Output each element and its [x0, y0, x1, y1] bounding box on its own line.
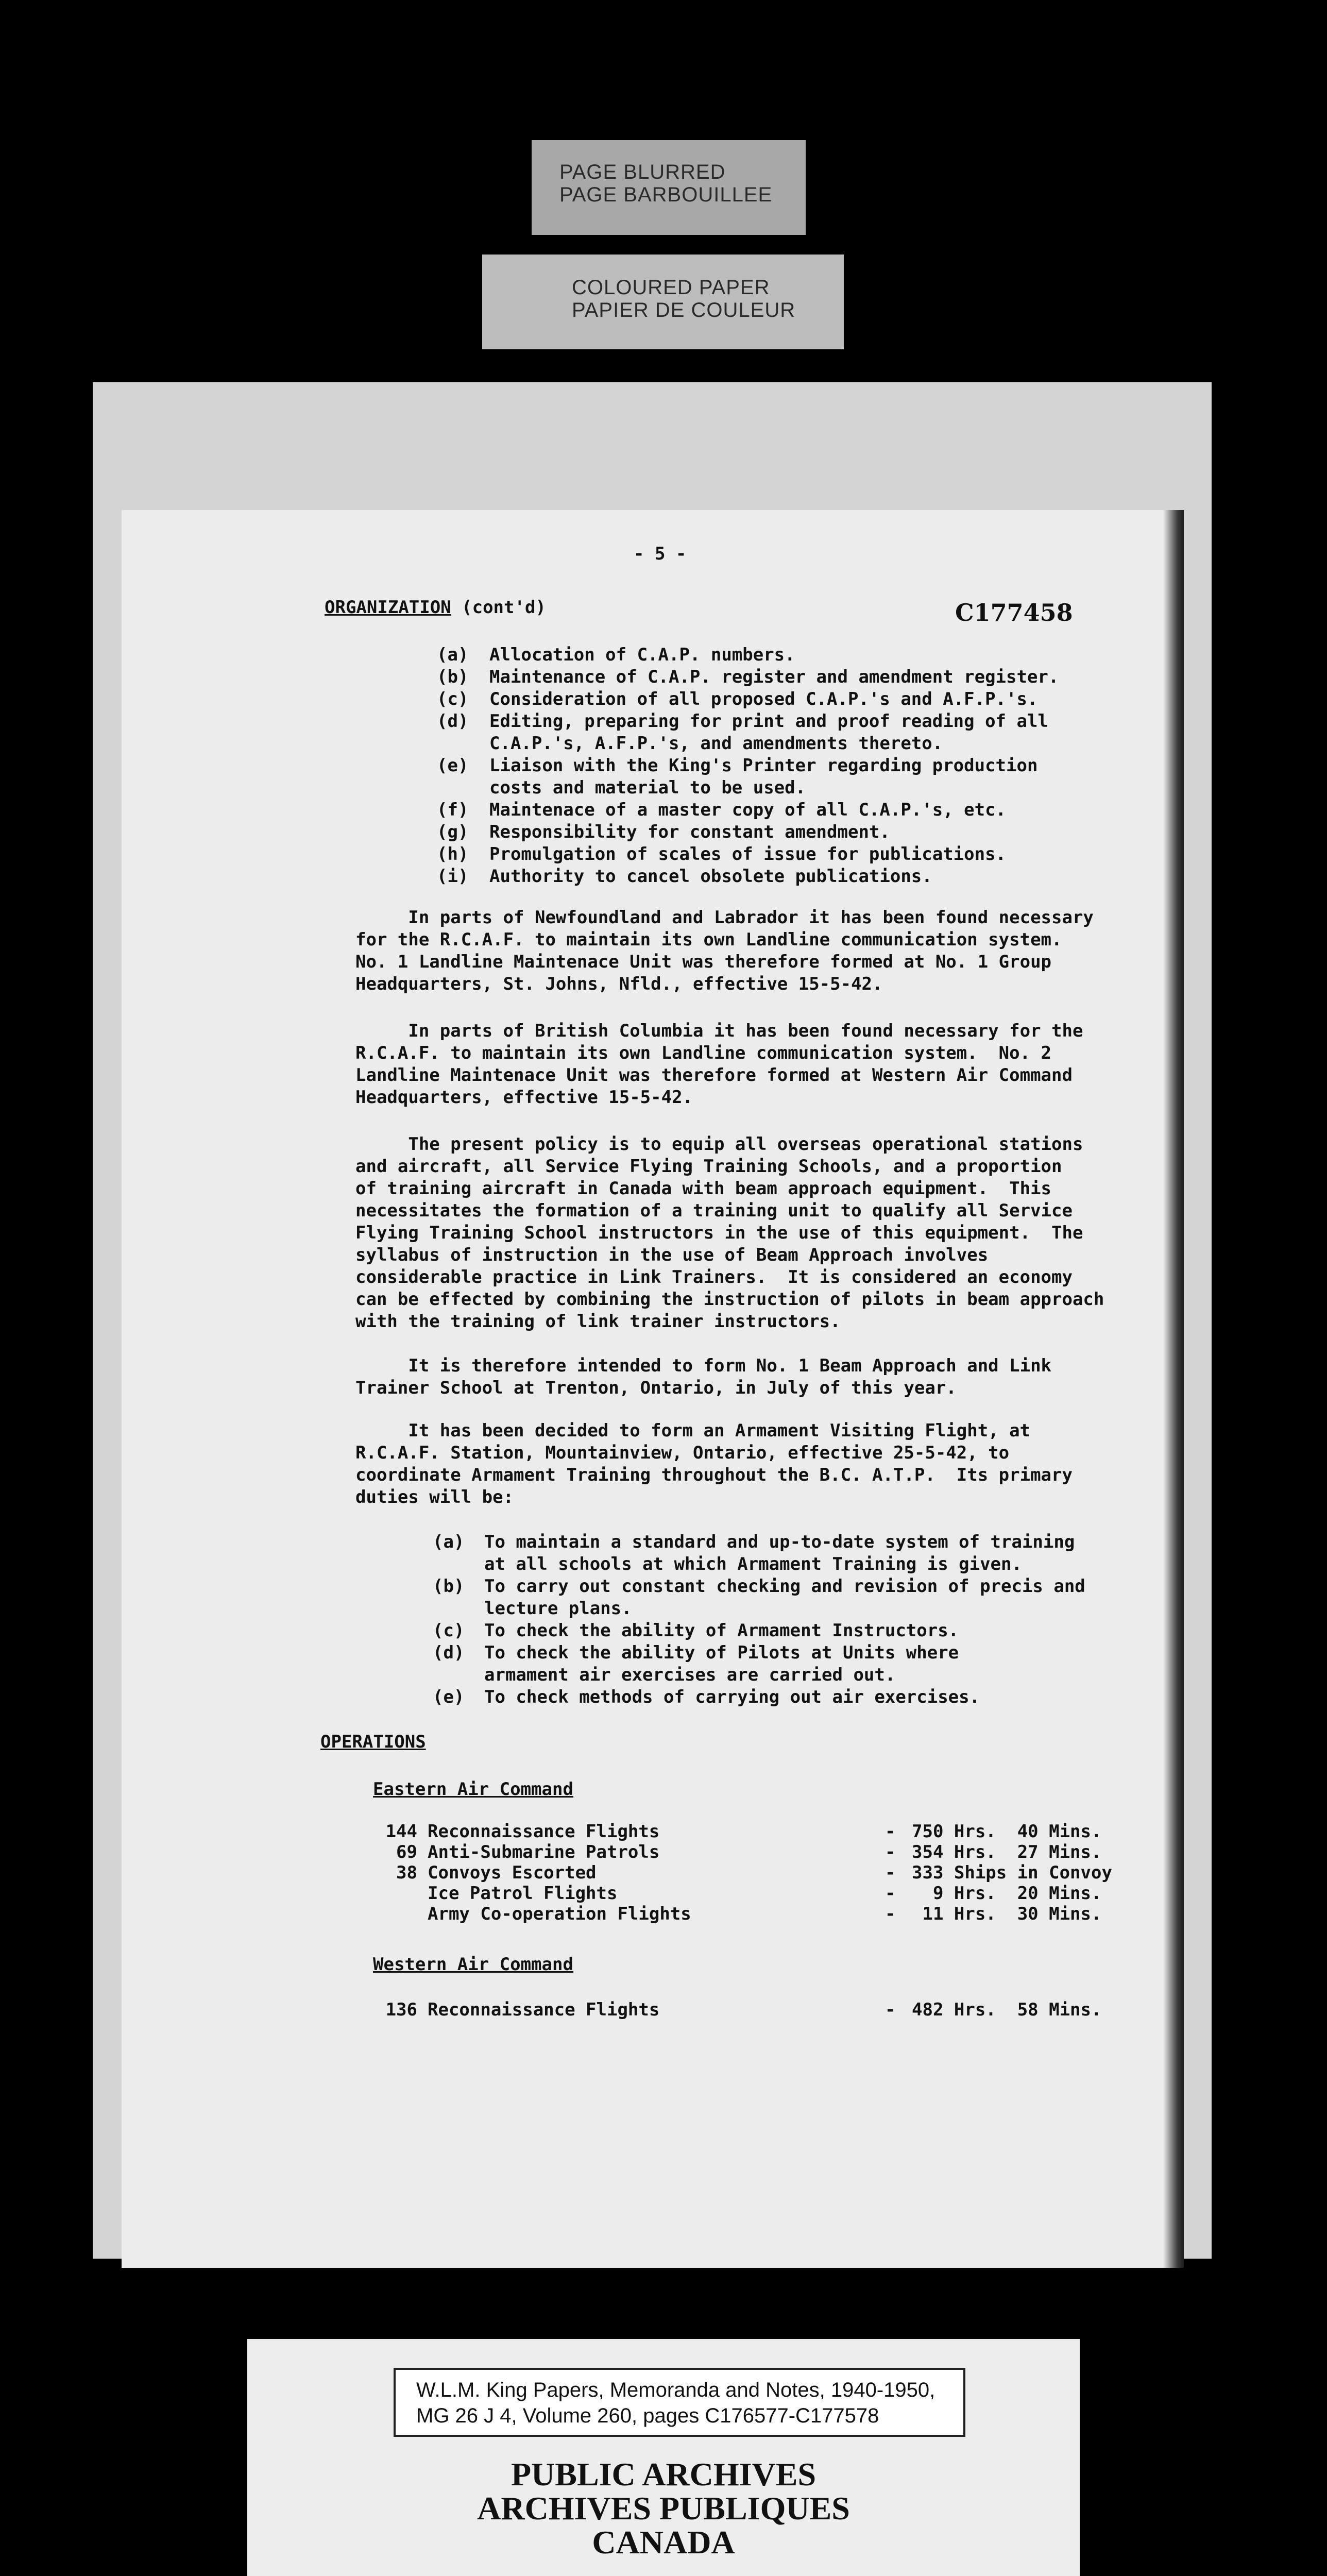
eastern-desc: Ice Patrol Flights	[428, 1883, 618, 1904]
western-count: 136	[385, 1999, 417, 2020]
eastern-desc: Army Co-operation Flights	[428, 1904, 691, 1924]
paragraph-line: duties will be:	[355, 1487, 514, 1507]
duty-text: Authority to cancel obsolete publications.	[489, 866, 932, 887]
duty-mark: (f)	[437, 800, 469, 820]
arm-duty-text: To check the ability of Pilots at Units where	[484, 1642, 959, 1663]
arm-duty-text: To maintain a standard and up-to-date system of training	[484, 1532, 1075, 1552]
duty-text: C.A.P.'s, A.F.P.'s, and amendments thereto.	[489, 733, 943, 754]
coloured-paper-label	[482, 255, 844, 349]
duty-mark: (a)	[437, 645, 469, 665]
eastern-desc: Anti-Submarine Patrols	[428, 1842, 660, 1862]
page-edge-shadow	[1163, 510, 1184, 2268]
eastern-title: Eastern Air Command	[373, 1779, 573, 1800]
arm-duty-text: lecture plans.	[484, 1598, 632, 1619]
eastern-value: 11 Hrs. 30 Mins.	[912, 1904, 1102, 1924]
archives-en: PUBLIC ARCHIVES	[511, 2456, 816, 2493]
arm-duty-text: To check methods of carrying out air exercises.	[484, 1687, 980, 1707]
paragraph-line: considerable practice in Link Trainers. It is considered an economy	[355, 1267, 1073, 1287]
paragraph-line: necessitates the formation of a training unit to qualify all Service	[355, 1200, 1073, 1221]
paragraph-line: R.C.A.F. Station, Mountainview, Ontario, effective 25-5-42, to	[355, 1443, 1010, 1463]
paragraph-line: Flying Training School instructors in the use of this equipment. The	[355, 1223, 1083, 1243]
arm-duty-text: at all schools at which Armament Training is given.	[484, 1554, 1022, 1574]
eastern-dash: -	[885, 1842, 896, 1862]
eastern-value: 354 Hrs. 27 Mins.	[912, 1842, 1102, 1862]
paragraph-line: for the R.C.A.F. to maintain its own Landline communication system.	[355, 929, 1062, 950]
eastern-desc: Reconnaissance Flights	[428, 1821, 660, 1842]
page-blurred-label	[532, 140, 806, 235]
eastern-count: 38	[396, 1862, 417, 1883]
paragraph-line: Trainer School at Trenton, Ontario, in July of this year.	[355, 1378, 957, 1398]
western-title: Western Air Command	[373, 1954, 573, 1975]
duty-text: costs and material to be used.	[489, 777, 806, 798]
paragraph-line: The present policy is to equip all overseas operational stations	[355, 1134, 1083, 1155]
paragraph-line: It has been decided to form an Armament Visiting Flight, at	[355, 1420, 1031, 1441]
eastern-desc: Convoys Escorted	[428, 1862, 597, 1883]
section-title: ORGANIZATION	[325, 597, 451, 618]
coloured-label-fr: PAPIER DE COULEUR	[572, 299, 796, 321]
archive-ref-line1: W.L.M. King Papers, Memoranda and Notes, 1940-1950,	[416, 2379, 935, 2401]
paragraph-line: and aircraft, all Service Flying Training Schools, and a proportion	[355, 1156, 1062, 1177]
paragraph-line: Headquarters, St. Johns, Nfld., effective 15-5-42.	[355, 974, 883, 994]
archive-reference	[394, 2368, 965, 2437]
eastern-count: 144	[385, 1821, 417, 1842]
duty-text: Promulgation of scales of issue for publications.	[489, 844, 1007, 865]
document-id: C177458	[955, 599, 1073, 626]
paragraph-line: syllabus of instruction in the use of Beam Approach involves	[355, 1245, 989, 1265]
paragraph-line: It is therefore intended to form No. 1 Beam Approach and Link	[355, 1355, 1052, 1376]
duty-text: Maintenace of a master copy of all C.A.P.'s, etc.	[489, 800, 1007, 820]
section-heading	[325, 597, 546, 618]
duty-mark: (b)	[437, 667, 469, 687]
page-number: - 5 -	[634, 544, 687, 564]
section-cont: (cont'd)	[462, 597, 546, 618]
paragraph-line: Landline Maintenace Unit was therefore formed at Western Air Command	[355, 1065, 1073, 1086]
arm-duty-mark: (c)	[433, 1620, 465, 1641]
eastern-dash: -	[885, 1904, 896, 1924]
eastern-value: 9 Hrs. 20 Mins.	[912, 1883, 1102, 1904]
operations-title: OPERATIONS	[320, 1732, 426, 1752]
arm-duty-text: To carry out constant checking and revision of precis and	[484, 1576, 1085, 1597]
paragraph-line: of training aircraft in Canada with beam approach equipment. This	[355, 1178, 1052, 1199]
duty-mark: (e)	[437, 755, 469, 776]
paragraph-line: Headquarters, effective 15-5-42.	[355, 1087, 693, 1108]
coloured-label-en: COLOURED PAPER	[572, 276, 770, 299]
eastern-value: 750 Hrs. 40 Mins.	[912, 1821, 1102, 1842]
duty-text: Allocation of C.A.P. numbers.	[489, 645, 795, 665]
paragraph-line: with the training of link trainer instructors.	[355, 1311, 841, 1332]
archives-fr: ARCHIVES PUBLIQUES	[477, 2490, 850, 2527]
paragraph-line: In parts of Newfoundland and Labrador it has been found necessary	[355, 907, 1094, 928]
archive-ref-line2: MG 26 J 4, Volume 260, pages C176577-C177578	[416, 2404, 879, 2427]
eastern-dash: -	[885, 1862, 896, 1883]
arm-duty-mark: (b)	[433, 1576, 465, 1597]
arm-duty-text: armament air exercises are carried out.	[484, 1665, 896, 1685]
duty-mark: (g)	[437, 822, 469, 842]
blurred-label-en: PAGE BLURRED	[559, 161, 726, 183]
duty-text: Maintenance of C.A.P. register and amendment register.	[489, 667, 1059, 687]
paragraph-line: In parts of British Columbia it has been found necessary for the	[355, 1021, 1083, 1041]
eastern-dash: -	[885, 1883, 896, 1904]
arm-duty-text: To check the ability of Armament Instructors.	[484, 1620, 959, 1641]
arm-duty-mark: (a)	[433, 1532, 465, 1552]
duty-text: Consideration of all proposed C.A.P.'s and A.F.P.'s.	[489, 689, 1038, 709]
paragraph-line: coordinate Armament Training throughout the B.C. A.T.P. Its primary	[355, 1465, 1073, 1485]
archives-country: CANADA	[592, 2524, 735, 2561]
eastern-count: 69	[396, 1842, 417, 1862]
paragraph-line: can be effected by combining the instruction of pilots in beam approach	[355, 1289, 1104, 1310]
duty-text: Responsibility for constant amendment.	[489, 822, 890, 842]
blurred-label-fr: PAGE BARBOUILLEE	[559, 183, 773, 206]
archive-stamp	[247, 2458, 1080, 2560]
arm-duty-mark: (e)	[433, 1687, 465, 1707]
duty-mark: (h)	[437, 844, 469, 865]
paragraph-line: No. 1 Landline Maintenace Unit was therefore formed at No. 1 Group	[355, 952, 1052, 972]
eastern-value: 333 Ships in Convoy	[912, 1862, 1112, 1883]
paragraph-line: R.C.A.F. to maintain its own Landline communication system. No. 2	[355, 1043, 1052, 1063]
western-desc: Reconnaissance Flights	[428, 1999, 660, 2020]
duty-mark: (i)	[437, 866, 469, 887]
eastern-dash: -	[885, 1821, 896, 1842]
western-dash: -	[885, 1999, 896, 2020]
duty-mark: (d)	[437, 711, 469, 732]
arm-duty-mark: (d)	[433, 1642, 465, 1663]
duty-text: Editing, preparing for print and proof reading of all	[489, 711, 1048, 732]
duty-text: Liaison with the King's Printer regarding production	[489, 755, 1038, 776]
duty-mark: (c)	[437, 689, 469, 709]
western-value: 482 Hrs. 58 Mins.	[912, 1999, 1102, 2020]
